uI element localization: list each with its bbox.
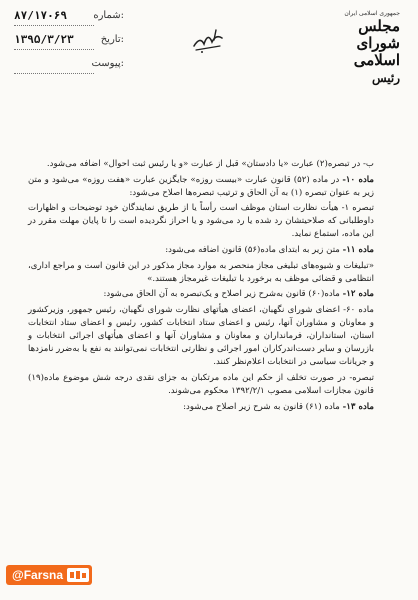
date-line	[14, 49, 94, 50]
article-13-heading: ماده ۱۳-	[342, 401, 374, 412]
calligraphy-emblem-icon	[190, 26, 226, 56]
paragraph-8: تبصره- در صورت تخلف از حکم این ماده مرتکبان به جزای نقدی درجه شش موضوع ماده(۱۹) قانون مجازات اسلامی مصوب ۱۳۹۲/۲/۱ محکوم می‌شوند.	[28, 372, 374, 396]
paragraph-3: تبصره ۱- هیأت نظارت استان موظف است رأساً یا از طریق نمایندگان خود توضیحات و اظهارات داوطلبانی که صلاحیتشان رد شده یا رد می‌شود و یا احراز نگردیده است را تا پایان مهلت مقرر در این ماده، استماع نماید.	[28, 203, 374, 240]
article-13-text: ماده (۶۱) قانون به شرح زیر اصلاح می‌شود:	[183, 401, 343, 412]
brand-name: مجلس شورای اسلامی	[353, 17, 400, 69]
letter-metadata	[14, 10, 124, 82]
attachment-label: پیوست:	[91, 58, 124, 69]
number-row	[14, 10, 124, 28]
paragraph-9	[28, 401, 374, 414]
parliament-logo	[314, 10, 400, 85]
watermark-text: @Farsna	[12, 568, 64, 582]
number-value: ۸۷/۱۷۰۶۹	[14, 9, 67, 22]
article-12-text: ماده(۶۰) قانون به‌شرح زیر اصلاح و یک‌تبصره به آن الحاق می‌شود:	[103, 289, 343, 300]
article-12-heading: ماده ۱۲-	[342, 289, 374, 300]
paragraph-6	[28, 288, 374, 301]
paragraph-2	[28, 174, 374, 200]
article-10-text: در ماده (۵۲) قانون عبارت «بیست روزه» جایگزین عبارت «هفت روزه» می‌شود و متن زیر به عنوان تبصره (۱) به آن الحاق و ترتیب تبصره‌ها اصلاح می‌شود:	[28, 174, 374, 198]
paragraph-1: ب- در تبصره(۲) عبارت «یا دادستان» قبل از عبارت «و یا رئیس ثبت احوال» اضافه می‌شود.	[46, 159, 374, 169]
article-10-heading: ماده ۱۰-	[342, 174, 374, 185]
number-label: شماره:	[93, 10, 124, 21]
paragraph-7: ماده ۶۰- اعضای شورای نگهبان، اعضای هیأتهای نظارت شورای نگهبان، رئیس جمهور، وزیرکشور و معاونان و مشاوران آنها، رئیس و اعضای ستاد انتخابات کشور، رئیس و اعضای ستاد انتخابات استان، استانداران، فرمانداران و معاونان و مشاوران آنها و اعضای هیأتهای اجرائی انتخابات و بازرسان و سایر دست‌اندرکاران امور اجرائی و نظارتی انتخابات نمی‌توانند به نفع یا به‌ضرر نامزدها و جریانات سیاسی در انتخابات اعلام‌نظر کنند.	[28, 304, 374, 368]
brand-title: رئیس	[371, 71, 400, 85]
date-label: تاریخ:	[100, 34, 124, 45]
news-agency-logo-icon	[67, 568, 89, 582]
article-11-text: متن زیر به ابتدای ماده(۵۶) قانون اضافه می‌شود:	[165, 245, 343, 256]
document-body	[28, 158, 374, 416]
number-line	[14, 25, 94, 26]
attachment-line	[14, 73, 94, 74]
attachment-row	[14, 58, 124, 76]
brand-country: جمهوری اسلامی ایران	[344, 10, 400, 17]
paragraph-5: «تبلیغات و شیوه‌های تبلیغی مجاز منحصر به موارد مجاز مذکور در این قانون است و مراجع اداری، انتظامی و قضائی موظف به برخورد با تبلیغات غیرمجاز هستند.»	[28, 260, 374, 284]
date-value: ۱۳۹۵/۳/۲۳	[14, 33, 74, 46]
paragraph-4	[28, 244, 374, 257]
date-row	[14, 34, 124, 52]
farsna-watermark	[6, 565, 92, 585]
article-11-heading: ماده ۱۱-	[342, 245, 374, 256]
